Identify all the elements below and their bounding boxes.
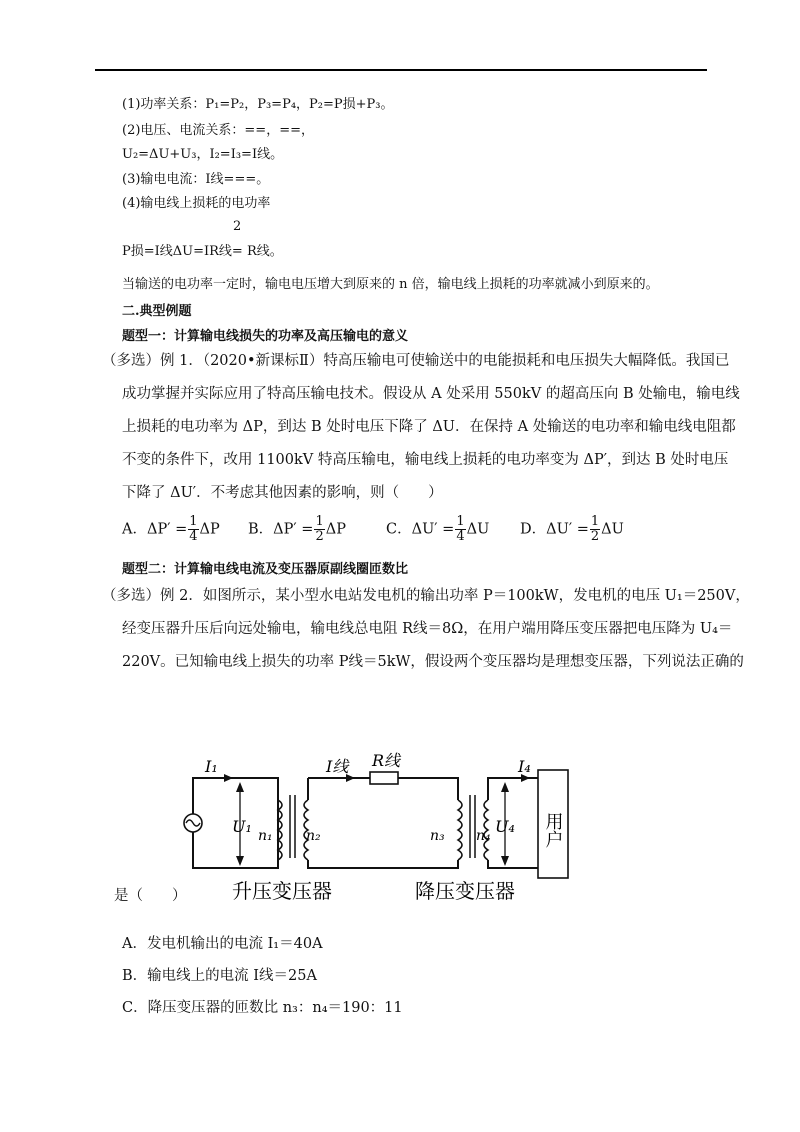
label-r-line: R线 — [372, 751, 401, 770]
label-u4: U₄ — [495, 817, 515, 836]
u1-arrow-head-top — [236, 782, 244, 792]
example2-line3: 220V。已知输电线上损失的功率 P线＝5kW，假设两个变压器均是理想变压器，下列说法正确的 — [122, 654, 744, 670]
line-resistor — [370, 772, 398, 784]
example1-line2: 成功掌握并实际应用了特高压输电技术。假设从 A 处采用 550kV 的超高压向 B 处输电，输电线 — [122, 386, 740, 402]
type2-heading: 题型二：计算输电线电流及变压器原副线圈匝数比 — [122, 562, 409, 577]
example1-line1: （多选）例 1．（2020•新课标Ⅱ）特高压输电可使输送中的电能损耗和电压损失大幅降低。我国已 — [102, 353, 730, 369]
example1-line3: 上损耗的电功率为 ΔP，到达 B 处时电压下降了 ΔU．在保持 A 处输送的电功率和输电线电阻都 — [122, 419, 736, 435]
step-down-coil-n3 — [458, 800, 462, 860]
label-step-down: 降压变压器 — [415, 879, 515, 903]
note-line-current: (3)输电电流：I线===。 — [122, 172, 270, 187]
example1-option-a[interactable]: A．ΔP′ = $\frac{1}{4}$ ΔP — [122, 514, 220, 544]
u4-arrow-head-top — [501, 782, 509, 792]
u4-arrow-head-bottom — [501, 856, 509, 866]
example2-option-c[interactable]: C．降压变压器的匝数比 n₃：n₄＝190：11 — [122, 1000, 403, 1016]
note-voltage-current-relation: (2)电压、电流关系：==，==， — [122, 123, 314, 138]
u1-arrow-head-bottom — [236, 856, 244, 866]
i1-arrow-head — [224, 774, 233, 782]
label-i4: I₄ — [518, 757, 531, 776]
example1-option-d[interactable]: D．ΔU′ = $\frac{1}{2}$ ΔU — [520, 514, 624, 544]
example2-line4: 是（ ） — [114, 888, 187, 904]
example2-option-b[interactable]: B．输电线上的电流 I线＝25A — [122, 968, 317, 984]
note-conclusion: 当输送的电功率一定时，输电电压增大到原来的 n 倍，输电线上损耗的功率就减小到原来的。 — [122, 277, 659, 292]
label-n3: n₃ — [430, 828, 445, 844]
label-u1: U₁ — [232, 817, 252, 836]
example1-line5: 下降了 ΔU′．不考虑其他因素的影响，则（ ） — [122, 485, 443, 501]
example1-line4: 不变的条件下，改用 1100kV 特高压输电，输电线上损耗的电功率变为 ΔP′，到达 B 处时电压 — [122, 452, 729, 468]
primary-coil-n1 — [278, 800, 282, 860]
type1-heading: 题型一：计算输电线损失的功率及高压输电的意义 — [122, 329, 409, 344]
label-i1: I₁ — [205, 757, 218, 776]
note-exponent: 2 — [233, 219, 242, 234]
note-power-relation: (1)功率关系：P₁=P₂，P₃=P₄，P₂=P损+P₃。 — [122, 97, 394, 112]
example2-line2: 经变压器升压后向远处输电，输电线总电阻 R线＝8Ω，在用户端用降压变压器把电压降为 U₄＝ — [122, 621, 733, 637]
label-step-up: 升压变压器 — [232, 879, 332, 903]
note-voltage-equation: U₂=ΔU+U₃，I₂=I₃=I线。 — [122, 147, 284, 162]
transmission-line-wire — [308, 778, 458, 868]
label-n1: n₁ — [258, 828, 273, 844]
label-user: 用户 — [542, 812, 564, 848]
example1-option-c[interactable]: C．ΔU′ = $\frac{1}{4}$ ΔU — [386, 514, 490, 544]
example2-line1: （多选）例 2．如图所示，某小型水电站发电机的输出功率 P＝100kW，发电机的电压 U₁＝250V， — [102, 588, 750, 604]
label-n4: n₄ — [476, 828, 491, 844]
label-n2: n₂ — [306, 828, 321, 844]
section-heading: 二.典型例题 — [122, 304, 192, 319]
note-line-loss: (4)输电线上损耗的电功率 — [122, 196, 271, 211]
example1-option-b[interactable]: B．ΔP′ = $\frac{1}{2}$ ΔP — [248, 514, 346, 544]
note-loss-formula: P损=I线ΔU=IR线= R线。 — [122, 244, 283, 259]
example2-option-a[interactable]: A．发电机输出的电流 I₁＝40A — [122, 936, 323, 952]
label-i-line: I线 — [326, 757, 349, 776]
